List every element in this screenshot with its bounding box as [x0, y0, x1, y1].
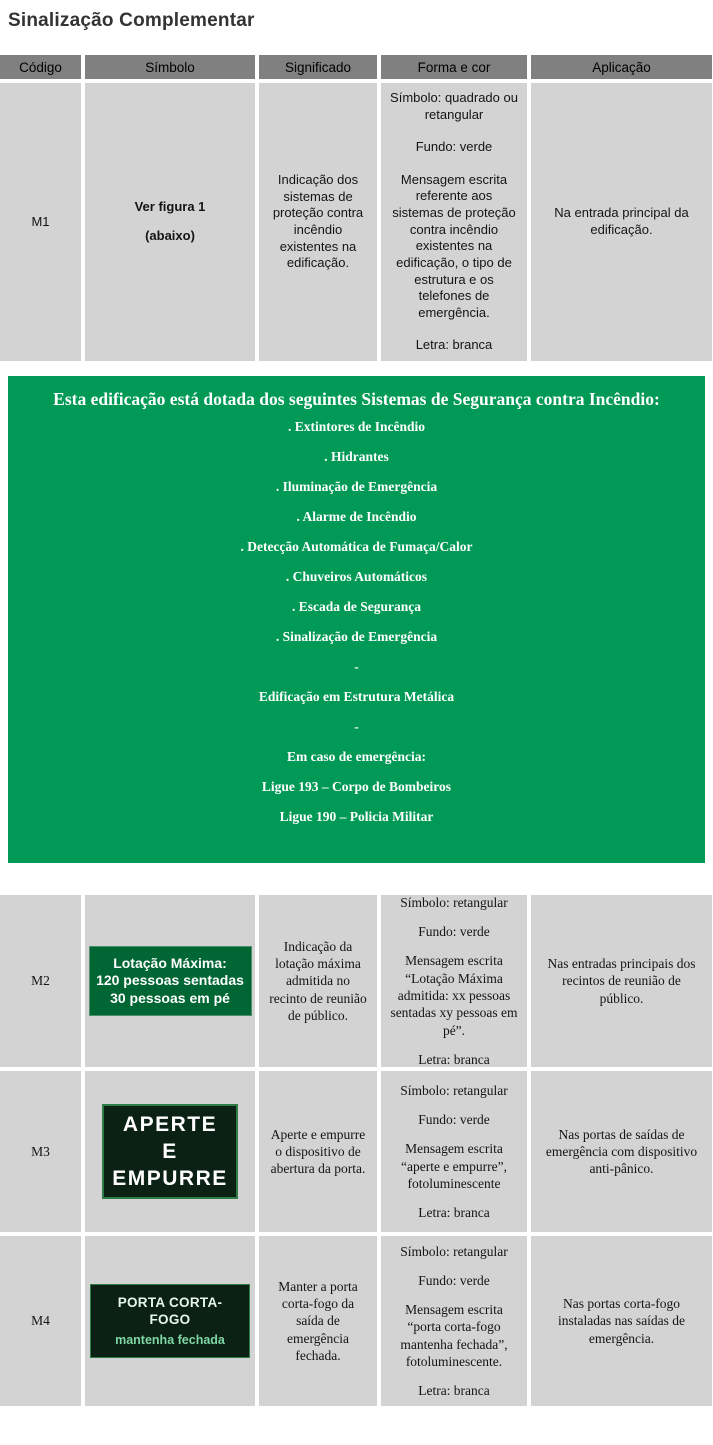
m4-forma-mensagem: Mensagem escrita “porta corta-fogo mantenha fechada”, fotoluminescente. — [400, 1302, 508, 1369]
figure1-item-extintores: . Extintores de Incêndio — [287, 419, 425, 434]
m4-simbolo-cell — [85, 1236, 255, 1406]
m2-aplicacao-cell — [531, 895, 712, 1067]
m4-significado-text: Manter a porta corta-fogo da saída de emergência fechada. — [278, 1278, 358, 1363]
m2-sign-line2: 120 pessoas sentadas — [96, 972, 244, 989]
m1-forma-fundo: Fundo: verde — [415, 139, 493, 155]
figure1-item-escada: . Escada de Segurança — [291, 599, 421, 614]
figure1-item-alarme: . Alarme de Incêndio — [296, 509, 417, 524]
column-header-simbolo: Símbolo — [85, 55, 255, 79]
m2-forma-mensagem: Mensagem escrita “Lotação Máxima admitida: xx pessoas sentadas xy pessoas em pé”. — [390, 953, 518, 1038]
m4-significado-cell — [259, 1236, 377, 1406]
signage-table-top — [0, 55, 713, 361]
m2-sign-lotacao-maxima — [89, 946, 252, 1017]
figure1-item-iluminacao: . Iluminação de Emergência — [275, 479, 438, 494]
m3-codigo-cell: M3 — [0, 1071, 81, 1232]
m4-aplicacao-text: Nas portas corta-fogo instaladas nas saídas de emergência. — [557, 1296, 686, 1346]
m3-forma-simbolo: Símbolo: retangular — [400, 1082, 508, 1098]
m2-forma-simbolo: Símbolo: retangular — [400, 894, 508, 910]
m2-codigo-cell: M2 — [0, 895, 81, 1067]
m3-sign-line1: APERTE E — [122, 1113, 218, 1163]
m1-significado-text: Indicação dos sistemas de proteção contra incêndio existentes na edificação. — [272, 172, 364, 271]
m4-aplicacao-cell — [531, 1236, 712, 1406]
column-header-significado: Significado — [259, 55, 377, 79]
m3-forma-cell — [381, 1071, 527, 1232]
m1-forma-letra: Letra: branca — [415, 337, 493, 353]
figure1-emergencia-label: Em caso de emergência: — [286, 749, 427, 764]
m4-sign-porta-corta-fogo — [90, 1284, 250, 1359]
m1-simbolo-line1: Ver figura 1 — [134, 199, 206, 215]
m2-forma-cell — [381, 895, 527, 1067]
m2-aplicacao-text: Nas entradas principais dos recintos de reunião de público. — [547, 956, 696, 1006]
m3-forma-mensagem: Mensagem escrita “aperte e empurre”, fotoluminescente — [400, 1141, 508, 1191]
figure1-item-sinalizacao: . Sinalização de Emergência — [275, 629, 438, 644]
figure1-separator-2: - — [354, 719, 359, 734]
m4-forma-fundo: Fundo: verde — [418, 1272, 490, 1288]
m3-forma-letra: Letra: branca — [418, 1205, 490, 1221]
m2-forma-fundo: Fundo: verde — [418, 924, 490, 940]
m2-significado-text: Indicação da lotação máxima admitida no recinto de reunião de público. — [269, 938, 367, 1023]
m1-simbolo-cell — [85, 83, 255, 361]
m3-simbolo-cell — [85, 1071, 255, 1232]
figure1-green-panel — [8, 376, 705, 863]
figure1-separator-1: - — [354, 659, 359, 674]
m1-simbolo-line2: (abaixo) — [145, 228, 195, 243]
figure1-ligue-193: Ligue 193 – Corpo de Bombeiros — [261, 779, 452, 794]
figure1-item-estrutura: Edificação em Estrutura Metálica — [258, 689, 455, 704]
m1-aplicacao-cell — [531, 83, 712, 361]
m3-sign-aperte-e-empurre — [102, 1104, 238, 1199]
m1-codigo-cell: M1 — [0, 83, 81, 361]
m4-codigo-cell: M4 — [0, 1236, 81, 1406]
figure1-ligue-190: Ligue 190 – Policia Militar — [279, 809, 434, 824]
m1-aplicacao-text: Na entrada principal da edificação. — [554, 205, 689, 237]
m2-simbolo-cell — [85, 895, 255, 1067]
figure1-item-deteccao: . Detecção Automática de Fumaça/Calor — [240, 539, 473, 554]
figure1-title: Esta edificação está dotada dos seguintes Sistemas de Segurança contra Incêndio: — [53, 389, 660, 409]
column-header-codigo: Código — [0, 55, 81, 79]
m4-sign-line1: PORTA CORTA-FOGO — [117, 1294, 223, 1327]
m4-forma-simbolo: Símbolo: retangular — [400, 1243, 508, 1259]
m3-aplicacao-text: Nas portas de saídas de emergência com dispositivo anti-pânico. — [545, 1126, 698, 1177]
m4-forma-cell — [381, 1236, 527, 1406]
m2-forma-letra: Letra: branca — [418, 1051, 490, 1067]
m2-sign-line1: Lotação Máxima: — [113, 954, 227, 971]
figure1-item-hidrantes: . Hidrantes — [324, 449, 389, 464]
m3-sign-line2: EMPURRE — [112, 1167, 228, 1190]
m1-significado-cell — [259, 83, 377, 361]
m1-forma-simbolo: Símbolo: quadrado ou retangular — [390, 89, 518, 122]
column-header-forma-e-cor: Forma e cor — [381, 55, 527, 79]
m3-significado-text: Aperte e empurre o dispositivo de abertura da porta. — [270, 1126, 366, 1177]
m3-forma-fundo: Fundo: verde — [418, 1111, 490, 1127]
m1-forma-mensagem: Mensagem escrita referente aos sistemas de proteção contra incêndio existentes na edificação, o tipo de estrutura e os telefones de emergência. — [392, 171, 516, 320]
m3-aplicacao-cell — [531, 1071, 712, 1232]
m1-forma-cell — [381, 83, 527, 361]
m2-sign-line3: 30 pessoas em pé — [110, 989, 230, 1006]
signage-table-bottom — [0, 895, 713, 1406]
figure1-item-chuveiros: . Chuveiros Automáticos — [285, 569, 428, 584]
m4-forma-letra: Letra: branca — [418, 1383, 490, 1399]
m3-significado-cell — [259, 1071, 377, 1232]
column-header-aplicacao: Aplicação — [531, 55, 712, 79]
m2-significado-cell — [259, 895, 377, 1067]
page-title: Sinalização Complementar — [8, 10, 255, 31]
m4-sign-line2: mantenha fechada — [115, 1333, 225, 1348]
